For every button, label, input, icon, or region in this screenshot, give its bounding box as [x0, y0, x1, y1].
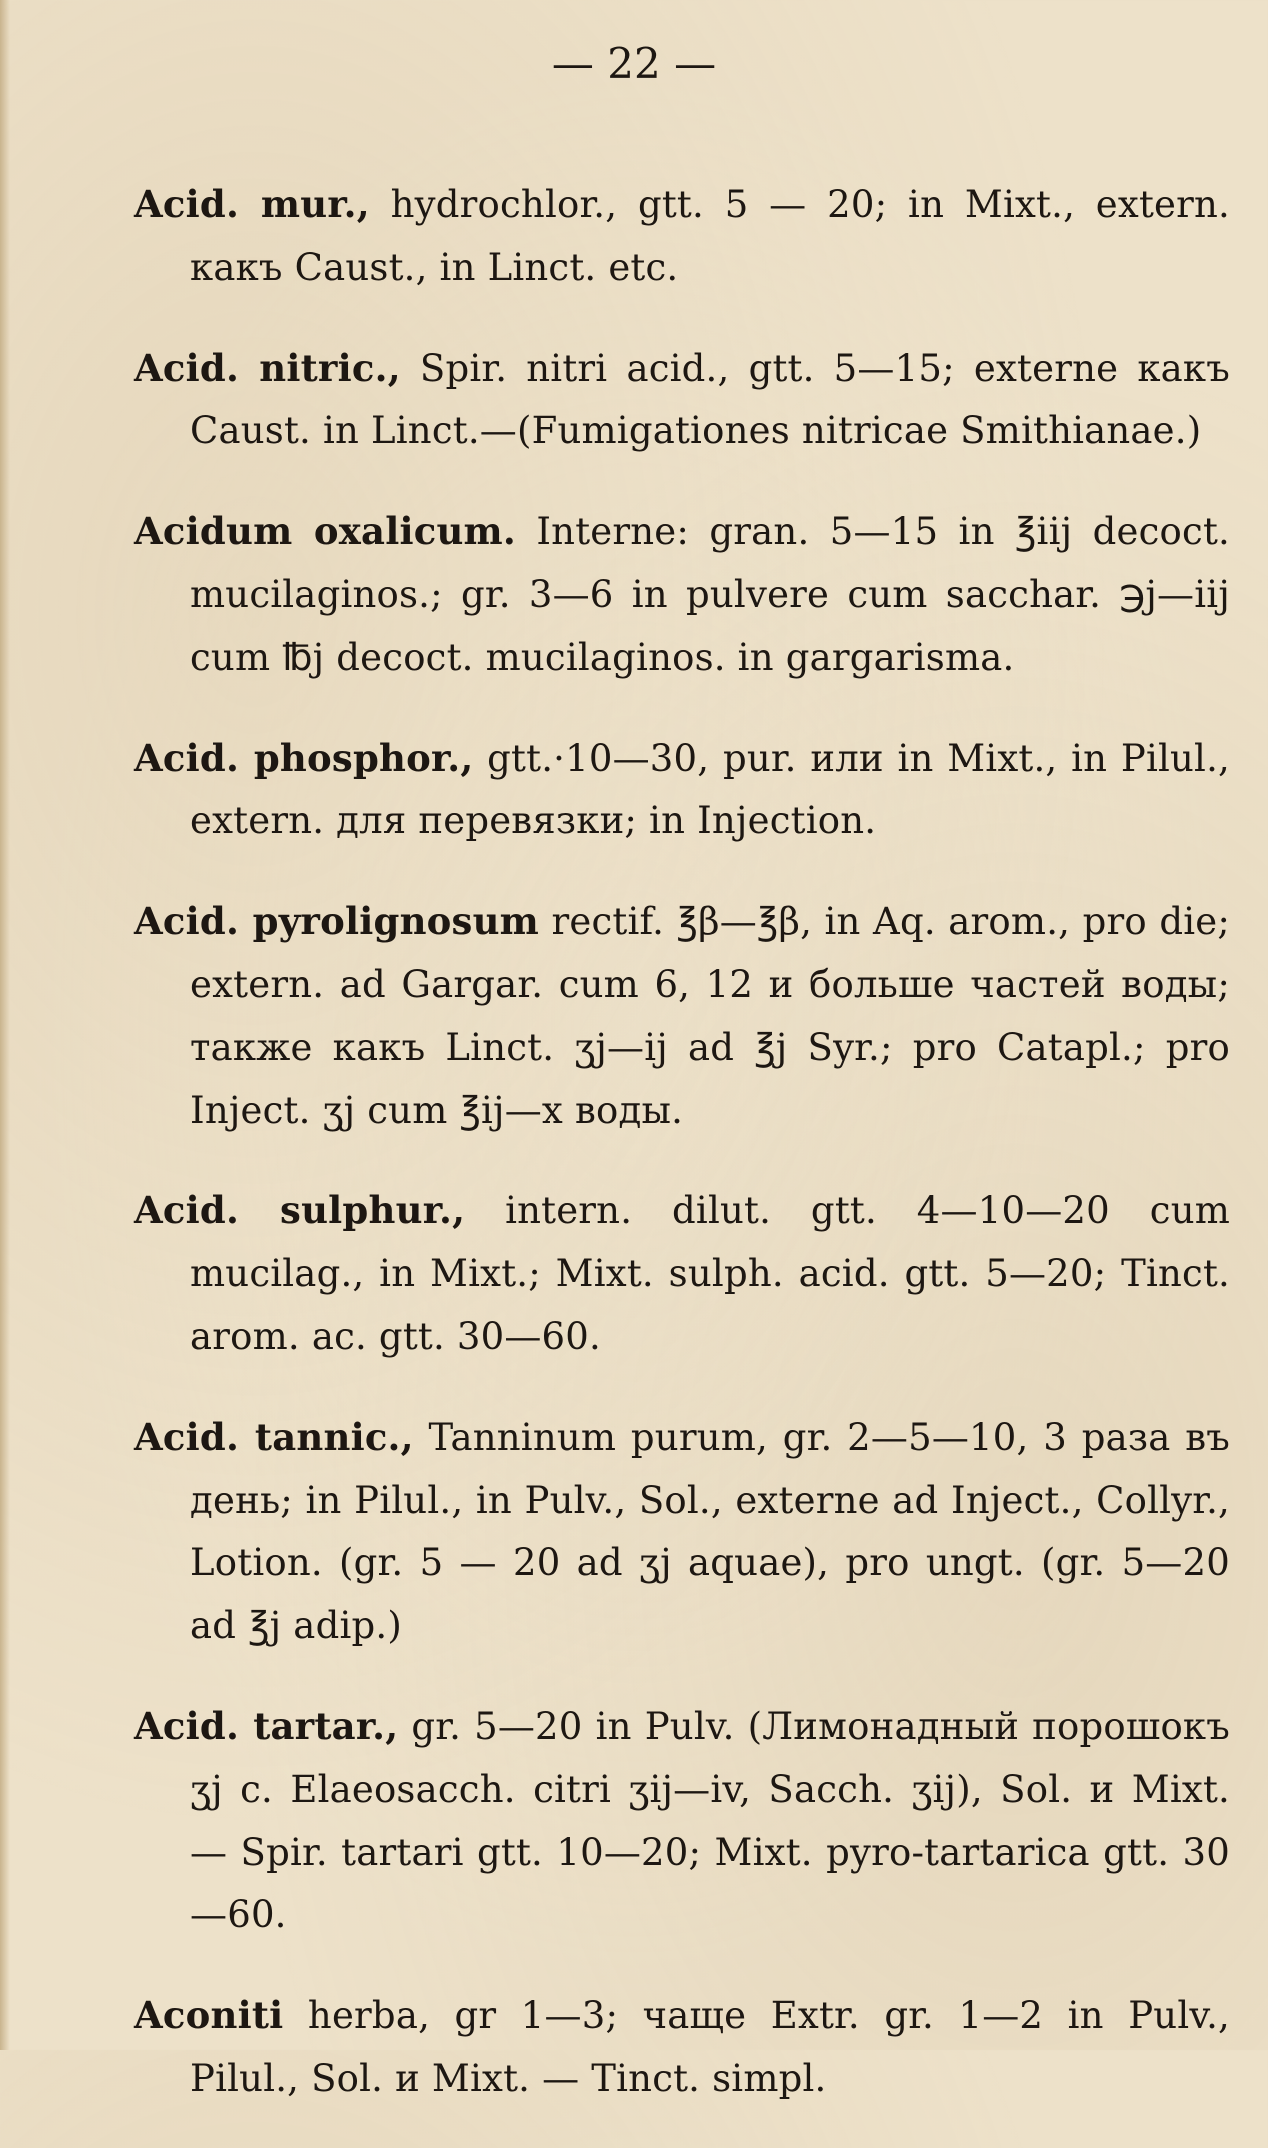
entry-body: hydrochlor., gtt. 5 — 20; in Mixt., extern. какъ Caust., in Linct. etc. — [190, 183, 1230, 289]
entry-body: gr. 5—20 in Pulv. (Лимонадный порошокъ ʒj c. Elaeosacch. citri ʒij—iv, Sacch. ʒij), Sol. и Mixt. — Spir. tartari gtt. 10—20; Mixt. pyro-tartarica gtt. 30—60. — [190, 1704, 1230, 1937]
entry-body: Spir. nitri acid., gtt. 5—15; externe какъ Caust. in Linct.—(Fumigationes nitricae Smithianae.) — [190, 346, 1230, 453]
entry-head: Acid. nitric., — [134, 345, 401, 390]
entry-body: rectif. ℥β—℥β, in Aq. arom., pro die; extern. ad Gargar. cum 6, 12 и больше частей воды; также какъ Linct. ʒj—ij ad ℥j Syr.; pro Catapl.; pro Inject. ʒj cum ℥ij—x воды. — [190, 900, 1230, 1132]
entry-body: Interne: gran. 5—15 in ℥iij decoct. mucilaginos.; gr. 3—6 in pulvere cum sacchar. ℈j—iij cum ℔j decoct. mucilaginos. in gargarisma. — [190, 510, 1230, 679]
entry-head: Acid. sulphur., — [134, 1188, 466, 1233]
entry-head: Acidum oxalicum. — [134, 509, 516, 554]
entry-acid-phosphor — [134, 727, 1230, 854]
entry-acid-tannic — [134, 1406, 1230, 1658]
entry-acidum-oxalicum — [134, 500, 1230, 689]
page-number: — 22 — — [551, 39, 717, 88]
entry-body: intern. dilut. gtt. 4—10—20 cum mucilag., in Mixt.; Mixt. sulph. acid. gtt. 5—20; Tinct. arom. ac. gtt. 30—60. — [190, 1189, 1231, 1358]
entry-head: Acid. pyrolignosum — [134, 899, 540, 944]
entry-acid-tartar — [134, 1695, 1230, 1947]
entry-head: Acid. phosphor., — [134, 735, 474, 780]
entry-acid-sulphur — [134, 1179, 1230, 1368]
entry-acid-nitric — [134, 337, 1230, 464]
entry-head: Acid. mur., — [134, 182, 370, 226]
entry-list — [134, 136, 1230, 2148]
entry-body: Tanninum purum, gr. 2—5—10, 3 раза въ день; in Pilul., in Pulv., Sol., externe ad Inject., Collyr., Lotion. (gr. 5 — 20 ad ʒj aquae), pro ungt. (gr. 5—20 ad ℥j adip.) — [190, 1415, 1230, 1648]
entry-body: gtt.·10—30, pur. или in Mixt., in Pilul., extern. для перевязки; in Injection. — [190, 736, 1230, 843]
entry-acid-mur — [134, 173, 1230, 300]
entry-head: Aconiti — [134, 1993, 284, 2038]
page-edge-shadow — [0, 0, 10, 2050]
entry-aconiti — [134, 1984, 1230, 2111]
entry-head: Acid. tannic., — [134, 1414, 414, 1459]
entry-body: herba, gr 1—3; чаще Extr. gr. 1—2 in Pulv., Pilul., Sol. и Mixt. — Tinct. simpl. — [190, 1994, 1230, 2100]
entry-head: Acid. tartar., — [134, 1703, 399, 1748]
entry-acid-pyrolignosum — [134, 890, 1230, 1142]
